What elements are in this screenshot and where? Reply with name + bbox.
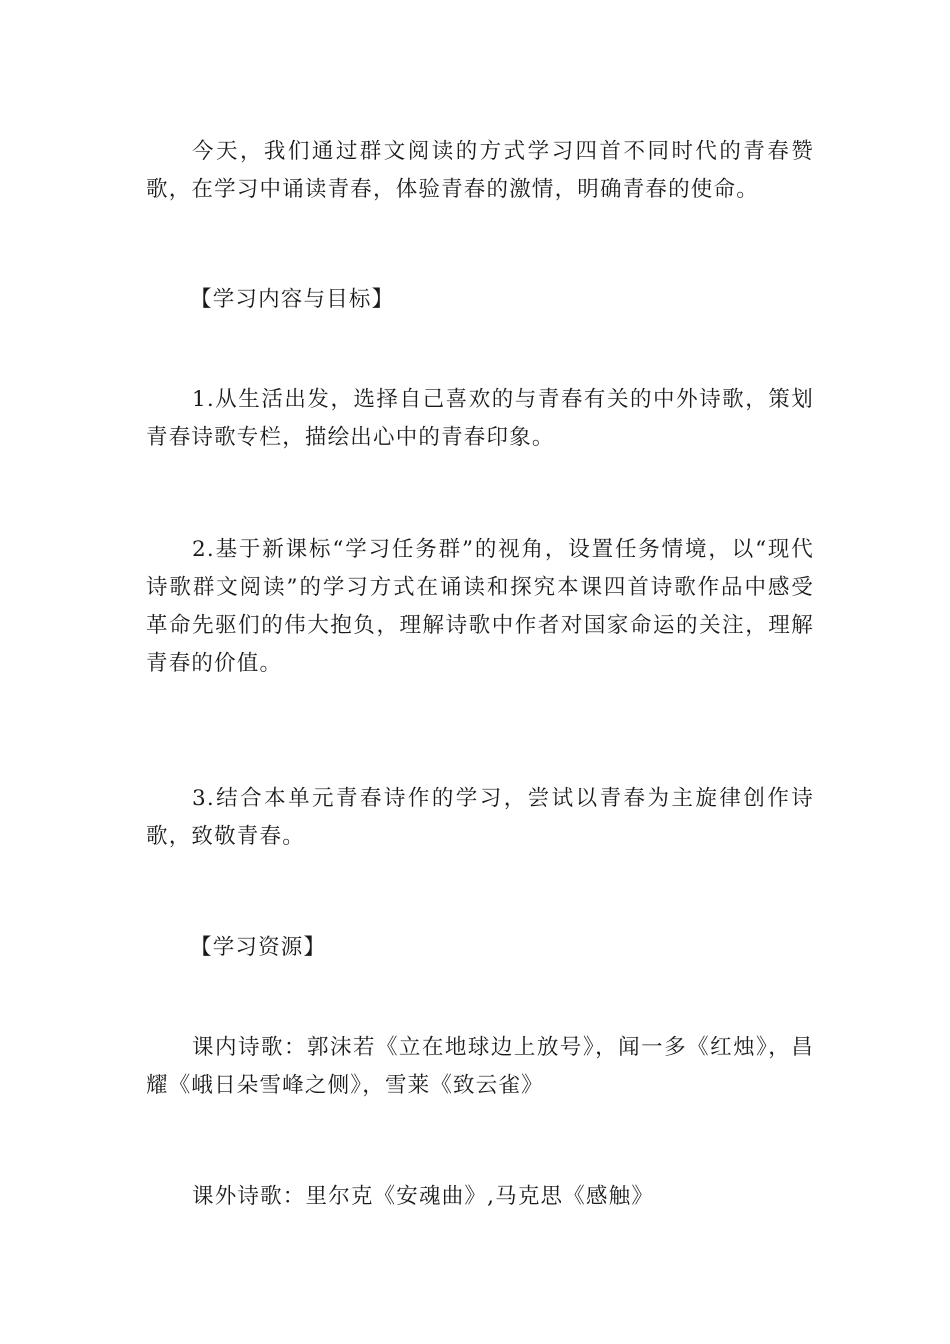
intro-paragraph: 今天，我们通过群文阅读的方式学习四首不同时代的青春赞歌，在学习中诵读青春，体验青春的激情，明确青春的使命。 <box>146 139 814 202</box>
goals-section-heading: 【学习内容与目标】 <box>190 287 395 312</box>
goal-item-2: 2.基于新课标“学习任务群”的视角，设置任务情境，以“现代诗歌群文阅读”的学习方式在诵读和探究本课四首诗歌作品中感受革命先驱们的伟大抱负，理解诗歌中作者对国家命运的关注，理解青春的价值。 <box>146 537 814 676</box>
goal-item-1: 1.从生活出发，选择自己喜欢的与青春有关的中外诗歌，策划青春诗歌专栏，描绘出心中的青春印象。 <box>146 387 814 450</box>
resource-in-class: 课内诗歌：郭沫若《立在地球边上放号》，闻一多《红烛》，昌耀《峨日朵雪峰之侧》，雪莱《致云雀》 <box>146 1035 814 1098</box>
resources-section-heading: 【学习资源】 <box>190 935 327 960</box>
resource-extra: 课外诗歌：里尔克《安魂曲》,马克思《感触》 <box>192 1184 655 1209</box>
goal-item-3: 3.结合本单元青春诗作的学习，尝试以青春为主旋律创作诗歌，致敬青春。 <box>146 786 814 849</box>
